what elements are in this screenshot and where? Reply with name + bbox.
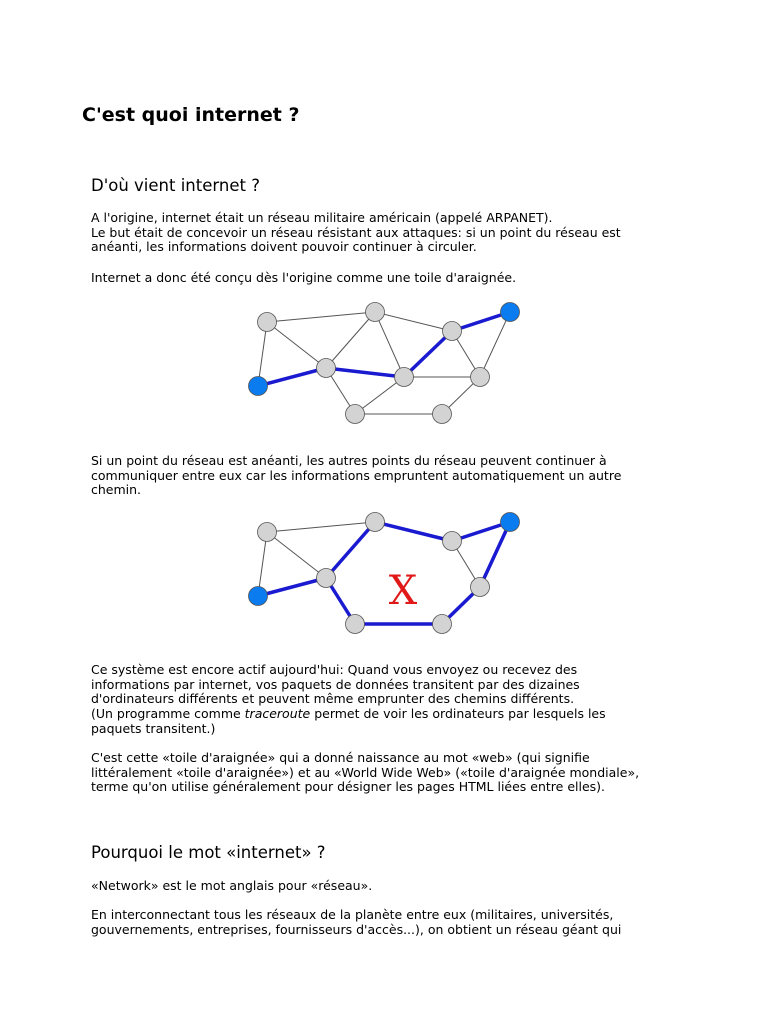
- text-line: Internet a donc été conçu dès l'origine comme une toile d'araignée.: [91, 270, 517, 285]
- network-node-endpoint: [249, 377, 268, 396]
- network-links: [258, 312, 510, 414]
- text-line: chemin.: [91, 482, 142, 498]
- destroyed-node-mark: X: [388, 568, 418, 614]
- paragraph-interconnection: [91, 908, 691, 937]
- network-node: [433, 405, 452, 424]
- network-node: [346, 615, 365, 634]
- network-node: [258, 313, 277, 332]
- text-line: littéralement «toile d'araignée») et au «World Wide Web» («toile d'araignée mondiale»,: [91, 764, 640, 780]
- network-node: [395, 368, 414, 387]
- network-node: [471, 368, 490, 387]
- text-line: [91, 707, 691, 722]
- network-node: [433, 615, 452, 634]
- network-node: [366, 513, 385, 532]
- network-node: [317, 359, 336, 378]
- text-line: «Network» est le mot anglais pour «réseau».: [91, 878, 373, 893]
- paragraph-origin: [91, 211, 691, 255]
- text-line: communiquer entre eux car les informations empruntent automatiquement un autre: [91, 467, 622, 483]
- paragraph-resilience: [91, 454, 691, 498]
- network-node: [366, 303, 385, 322]
- section-heading-origin: D'où vient internet ?: [91, 176, 260, 195]
- page-title: C'est quoi internet ?: [82, 104, 300, 126]
- network-node-endpoint: [501, 303, 520, 322]
- paragraph-spiderweb: [91, 271, 691, 286]
- network-node: [443, 322, 462, 341]
- text-line: paquets transitent.): [91, 720, 216, 736]
- text-line: anéanti, les informations doivent pouvoir continuer à circuler.: [91, 239, 477, 255]
- network-node: [346, 405, 365, 424]
- traceroute-term: traceroute: [244, 706, 311, 722]
- network-node-endpoint: [501, 513, 520, 532]
- text-line: Si un point du réseau est anéanti, les autres points du réseau peuvent continuer à: [91, 453, 607, 468]
- network-node-endpoint: [249, 587, 268, 606]
- text-fragment: (Un programme comme: [91, 706, 245, 722]
- text-line: gouvernements, entreprises, fournisseurs d'accès...), on obtient un réseau géant qui: [91, 921, 622, 937]
- section-heading-internet-word: Pourquoi le mot «internet» ?: [91, 843, 326, 862]
- route-path: [258, 522, 510, 624]
- paragraph-network-word: [91, 879, 691, 894]
- paragraph-packets: [91, 663, 691, 737]
- network-node: [258, 523, 277, 542]
- text-line: d'ordinateurs différents et peuvent même emprunter des chemins différents.: [91, 691, 575, 707]
- network-diagram-rerouted: [248, 510, 523, 635]
- text-line: informations par internet, vos paquets de données transitent par des dizaines: [91, 676, 580, 692]
- text-line: Le but était de concevoir un réseau résistant aux attaques: si un point du réseau est: [91, 224, 621, 240]
- network-node: [443, 532, 462, 551]
- network-diagram-intact: [248, 300, 523, 425]
- network-node: [471, 578, 490, 597]
- paragraph-web-origin: [91, 751, 691, 795]
- text-line: Ce système est encore actif aujourd'hui: Quand vous envoyez ou recevez des: [91, 662, 578, 677]
- text-line: terme qu'on utilise généralement pour désigner les pages HTML liées entre elles).: [91, 779, 606, 795]
- text-fragment: permet de voir les ordinateurs par lesquels les: [310, 706, 606, 722]
- text-line: C'est cette «toile d'araignée» qui a donné naissance au mot «web» (qui signifie: [91, 750, 590, 765]
- network-node: [317, 569, 336, 588]
- text-line: A l'origine, internet était un réseau militaire américain (appelé ARPANET).: [91, 210, 553, 225]
- text-line: En interconnectant tous les réseaux de la planète entre eux (militaires, universités,: [91, 907, 614, 922]
